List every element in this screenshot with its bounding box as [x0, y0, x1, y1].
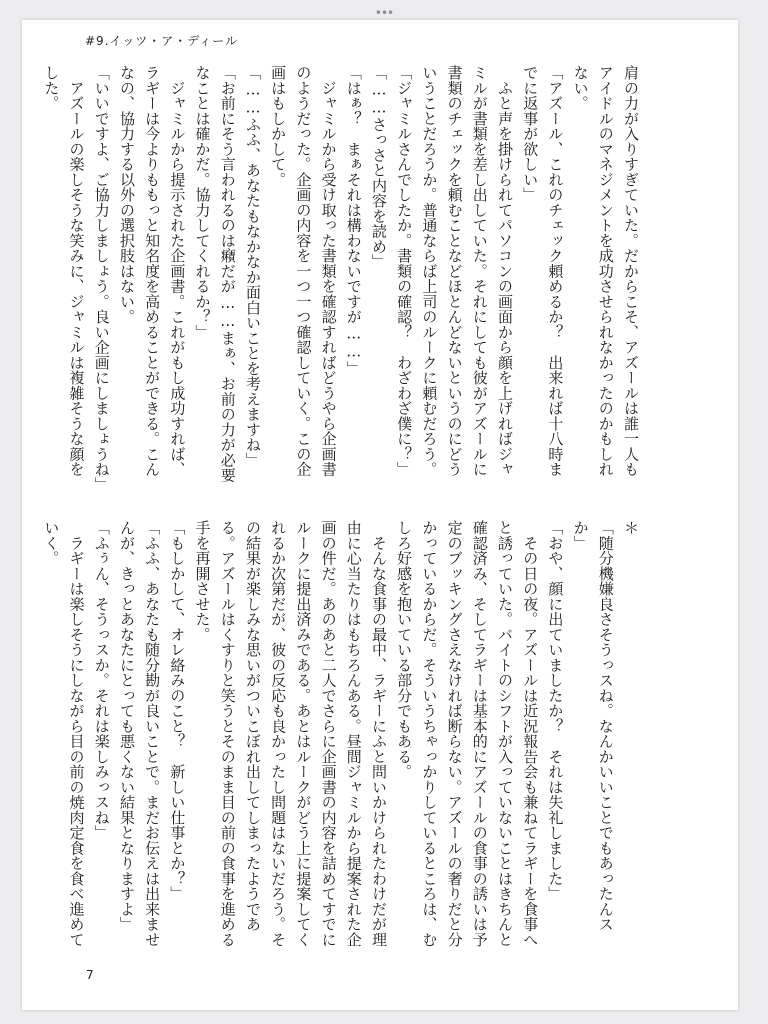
paragraph: 「はぁ？ まぁそれは構わないですが……」: [344, 65, 363, 376]
paragraph: 「もしかして、オレ絡みのこと？ 新しい仕事とか？」: [168, 520, 187, 902]
paragraph: 「……ふふ、あなたもなかなか面白いことを考えますね」: [243, 65, 262, 468]
paragraph: 「……さっさと内容を読め」: [369, 65, 388, 270]
paragraph: 肩の力が入りすぎていた。だからこそ、アズールは誰一人もアイドルのマネジメントを成功させられなかったのかもしれない。: [571, 65, 640, 477]
paragraph: アズールの楽しそうな笑みに、ジャミルは複雑そうな顔をした。: [42, 65, 86, 477]
chapter-header: #9.イッツ・ア・ディール: [85, 34, 239, 48]
paragraph: ふと声を掛けられてパソコンの画面から顔を上げればジャミルが書類を差し出していた。それにしても彼がアズールに書類のチェックを頼むことなどほとんどないというのにどういうことだろうか。普通ならば上司のルークに頼むだろう。: [420, 65, 514, 477]
page-number: 7: [86, 968, 94, 982]
paragraph: 「お前にそう言われるのは癪だが……まぁ、お前の力が必要なことは確かだ。協力してくれるか？」: [193, 65, 237, 483]
more-menu-dots[interactable]: •••: [374, 6, 394, 20]
paragraph: 「随分機嫌良さそうっスね。なんかいいことでもあったんスか」: [571, 520, 615, 932]
paragraph: 「おや、顔に出ていましたか？ それは失礼しました」: [546, 520, 565, 902]
paragraph: 「アズール、これのチェック頼めるか？ 出来れば十八時までに返事が欲しい」: [521, 65, 565, 477]
paragraph: その日の夜。アズールは近況報告会も兼ねてラギーを食事へと誘っていた。バイトのシフトが入っていないことはきちんと確認済み、そしてラギーは基本的にアズールの食事の誘いは予定のブッキングさえなければ断らない。アズールの奢りだと分かっているからだ。そういうちゃっかりしているところは、むしろ好感を抱いている部分でもある。: [395, 520, 540, 947]
document-page: [22, 20, 738, 1010]
paragraph: ジャミルから提示された企画書。これがもし成功すれば、ラギーは今よりももっと知名度を高めることができる。こんなの、協力する以外の選択肢はない。: [117, 65, 187, 477]
paragraph: 「ふぅん、そうっスか。それは楽しみっスね」: [92, 520, 111, 841]
lower-text-block: [42, 520, 643, 950]
paragraph: 「いいですよ、ご協力しましょう。良い企画にしましょうね」: [92, 65, 111, 492]
paragraph: そんな食事の最中、ラギーにふと問いかけられたわけだが理由に心当たりはもちろんある。昼間ジャミルから提案された企画の件だ。あのあと二人でさらに企画書の内容を詰めてすでにルークに提出済みである。あとはルークがどう上に提案してくれるか次第だが、彼の反応も良かったし問題はないだろう。その結果が楽しみな思いがついこぼれ出してしまったようである。アズールはくすりと笑うとそのまま目の前の食事を進める手を再開させた。: [193, 520, 388, 947]
paragraph: ジャミルから受け取った書類を確認すればどうやら企画書のようだった。企画の内容を一つ一つ確認していく。この企画はもしかして。: [269, 65, 338, 477]
scene-break-asterisk: ＊: [622, 520, 640, 536]
paragraph: 「ジャミルさんでしたか。書類の確認？ わざわざ僕に？」: [395, 65, 414, 477]
paragraph: ラギーは楽しそうにしながら目の前の焼肉定食を食べ進めていく。: [42, 520, 86, 947]
upper-text-block: [42, 65, 643, 492]
paragraph: 「ふふ、あなたも随分勘が良いことで。まだお伝えは出来ませんが、きっとあなたにとっても悪くない結果となりますよ」: [117, 520, 162, 947]
